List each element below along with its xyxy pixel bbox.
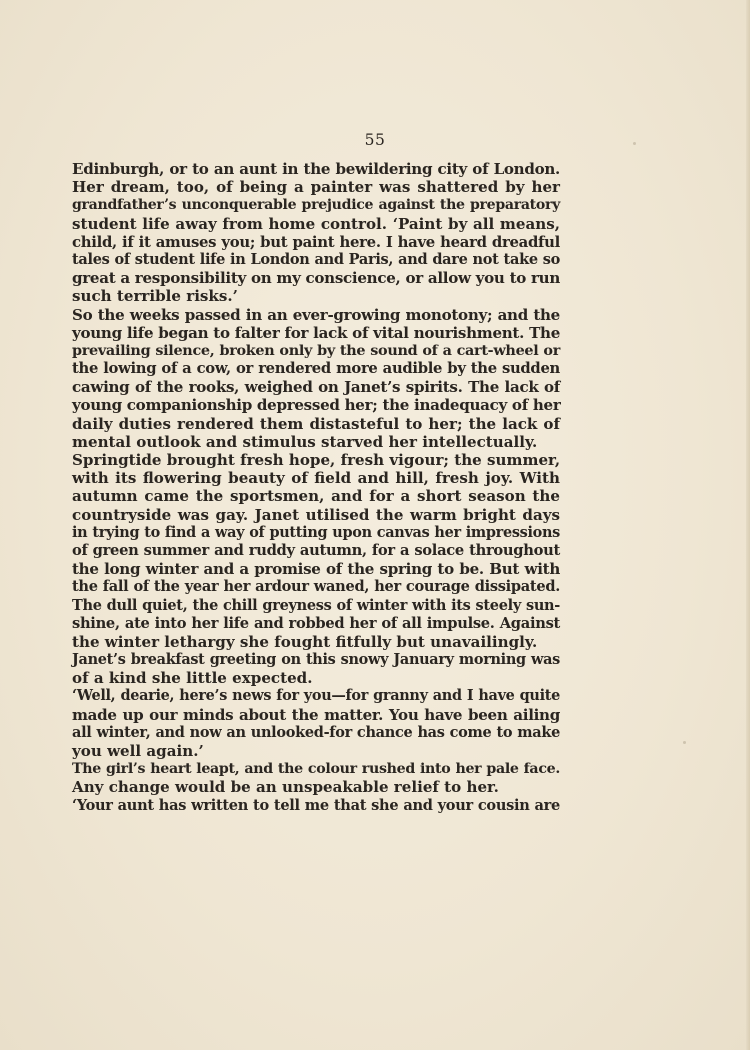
- text-line: So the weeks passed in an ever-growing monotony; and the: [72, 305, 560, 324]
- page-number: 55: [364, 131, 386, 149]
- text-line: young life began to falter for lack of vital nourishment. The: [72, 323, 560, 342]
- text-line: The girl’s heart leapt, and the colour rushed into her pale face.: [72, 761, 560, 778]
- text-line: great a responsibility on my conscience, or allow you to run: [72, 269, 560, 288]
- text-line: the long winter and a promise of the spring to be. But with: [72, 560, 560, 579]
- paper-speck: [683, 741, 686, 744]
- text-line: prevailing silence, broken only by the sound of a cart-wheel or: [72, 341, 560, 359]
- text-line: tales of student life in London and Paris, and dare not take so: [72, 250, 560, 268]
- page-edge: [746, 0, 750, 1050]
- text-line: of a kind she little expected.: [72, 669, 313, 688]
- text-line: ‘Your aunt has written to tell me that she and your cousin are: [72, 796, 560, 814]
- text-line: all winter, and now an unlooked-for chance has come to make: [72, 723, 560, 741]
- text-line: cawing of the rooks, weighed on Janet’s spirits. The lack of: [72, 378, 560, 397]
- text-line: the lowing of a cow, or rendered more audible by the sudden: [72, 360, 560, 378]
- text-line: daily duties rendered them distasteful to her; the lack of: [72, 414, 560, 433]
- text-line: made up our minds about the matter. You have been ailing: [72, 705, 560, 724]
- text-line: such terrible risks.’: [72, 287, 238, 306]
- text-line: child, if it amuses you; but paint here. I have heard dreadful: [72, 232, 560, 251]
- text-line: the winter lethargy she fought fitfully but unavailingly.: [72, 632, 538, 651]
- text-line: shine, ate into her life and robbed her of all impulse. Against: [72, 614, 560, 632]
- text-line: autumn came the sportsmen, and for a short season the: [72, 487, 560, 506]
- text-line: Edinburgh, or to an aunt in the bewildering city of London.: [72, 160, 560, 178]
- text-line: Any change would be an unspeakable relief to her.: [72, 778, 499, 797]
- text-line: countryside was gay. Janet utilised the warm bright days: [72, 505, 560, 524]
- text-line: Janet’s breakfast greeting on this snowy January morning was: [72, 651, 560, 669]
- text-line: mental outlook and stimulus starved her intellectually.: [72, 432, 538, 451]
- text-line: you well again.’: [72, 742, 204, 760]
- text-line: with its flowering beauty of field and hill, fresh joy. With: [72, 469, 560, 488]
- text-line: the fall of the year her ardour waned, her courage dissipated.: [72, 578, 560, 596]
- text-line: in trying to find a way of putting upon canvas her impressions: [72, 523, 560, 541]
- text-line: Springtide brought fresh hope, fresh vigour; the summer,: [72, 451, 561, 469]
- text-line: Her dream, too, of being a painter was shattered by her: [72, 178, 560, 197]
- text-line: student life away from home control. ‘Paint by all means,: [72, 214, 560, 233]
- text-line: The dull quiet, the chill greyness of winter with its steely sun-: [72, 596, 560, 614]
- text-line: ‘Well, dearie, here’s news for you—for granny and I have quite: [72, 687, 560, 705]
- text-line: grandfather’s unconquerable prejudice against the preparatory: [72, 197, 560, 214]
- body-text: [72, 160, 560, 815]
- text-line: young companionship depressed her; the inadequacy of her: [72, 396, 561, 415]
- text-line: of green summer and ruddy autumn, for a solace throughout: [72, 541, 560, 559]
